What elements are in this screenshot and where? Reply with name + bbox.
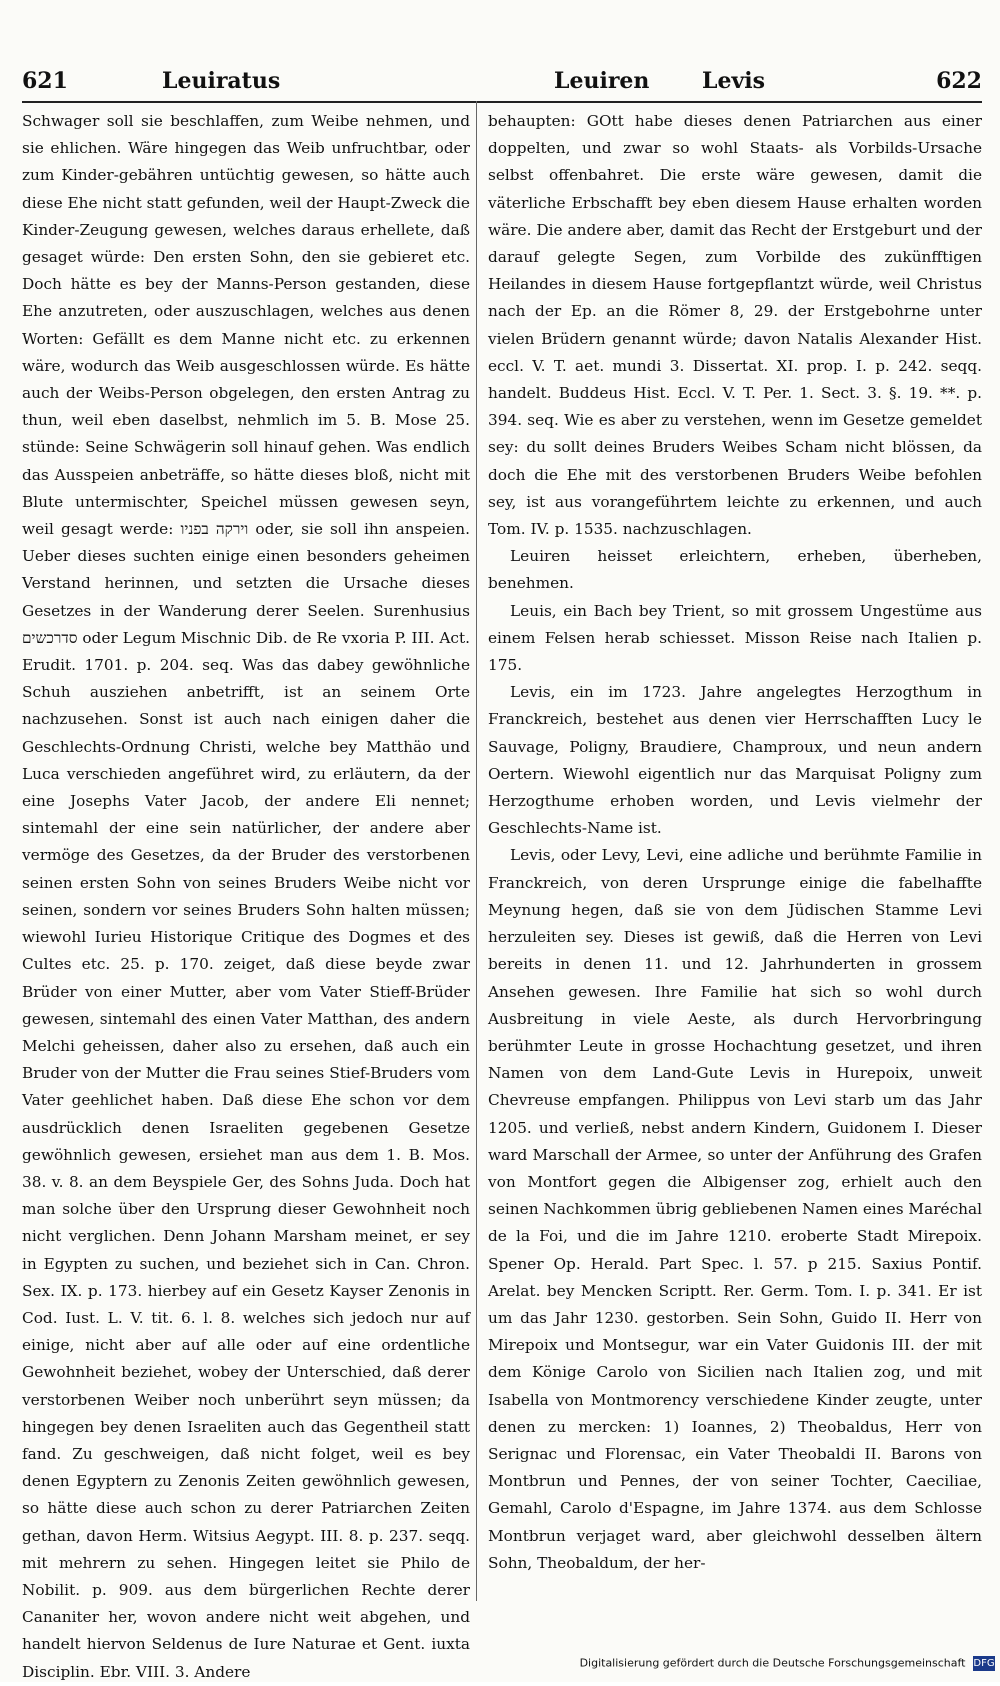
right-page-number: 622 [936,68,982,94]
left-running-title: Leuiratus [162,68,281,94]
running-header [22,68,982,102]
right-column [488,108,982,1608]
header-rule [22,101,982,103]
right-running-title-1: Leuiren [554,68,650,94]
footer-text: Digitalisierung gefördert durch die Deutsche Forschungsgemeinschaft [579,1656,966,1670]
column-divider [476,101,477,1601]
left-page-number: 621 [22,68,68,94]
entry-levis-duchy: Levis, ein im 1723. Jahre angelegtes Herzogthum in Franckreich, bestehet aus denen vier Herrschafften Lucy le Sauvage, Poligny, Braudiere, Champroux, und neun andern Oertern. Wiewohl eigentlich nur das Marquisat Poligny zum Herzogthume erhoben worden, und Levis vielmehr der Geschlechts-Name ist. [488,683,982,838]
left-paragraph: Schwager soll sie beschlaffen, zum Weibe nehmen, und sie ehlichen. Wäre hingegen das Weib unfruchtbar, oder zum Kinder-gebähren untüchtig gewesen, so hätte auch diese Ehe nicht statt gefunden, weil der Haupt-Zweck die Kinder-Zeugung gewesen, welches daraus erhellete, daß gesaget würde: Den ersten Sohn, den sie gebieret etc. Doch hätte es bey der Manns-Person gestanden, diese Ehe anzutreten, oder auszuschlagen, welches aus denen Worten: Gefällt es dem Manne nicht etc. zu erkennen wäre, wodurch das Weib ausgeschlossen würde. Es hätte auch der Weibs-Person obgelegen, den ersten Antrag zu thun, weil eben daselbst, nehmlich im 5. B. Mose 25. stünde: Seine Schwägerin soll hinauf gehen. Was endlich das Ausspeien anbeträffe, so hätte dieses bloß, nicht mit Blute untermischter, Speichel müssen gewesen seyn, weil gesagt werde: וירקה בפניו oder, sie soll ihn anspeien. Ueber dieses suchten einige einen besonders geheimen Verstand herinnen, und setzten die Ursache dieses Gesetzes in der Wanderung derer Seelen. Surenhusius סדרכשים oder Legum Mischnic Dib. de Re vxoria P. III. Act. Erudit. 1701. p. 204. seq. Was das dabey gewöhnliche Schuh ausziehen anbetrifft, ist an seinem Orte nachzusehen. Sonst ist auch nach einigen daher die Geschlechts-Ordnung Christi, welche bey Matthäo und Luca verschieden angeführet wird, zu erläutern, da der eine Josephs Vater Jacob, der andere Eli nennet; sintemahl der eine sein natürlicher, der andere aber vermöge des Gesetzes, da der Bruder des verstorbenen seinen ersten Sohn von seines Bruders Weibe nicht vor seinen, sondern vor seines Bruders Sohn halten müssen; wiewohl Iurieu Historique Critique des Dogmes et des Cultes etc. 25. p. 170. zeiget, daß diese beyde zwar Brüder von einer Mutter, aber vom Vater Stieff-Brüder gewesen, sintemahl des einen Vater Matthan, des andern Melchi geheissen, daher also zu ersehen, daß auch ein Bruder von der Mutter die Frau seines Stief-Bruders vom Vater geehlichet haben. Daß diese Ehe schon vor dem ausdrücklich denen Israeliten gegebenen Gesetze gewöhnlich gewesen, ersiehet man aus dem 1. B. Mos. 38. v. 8. an dem Beyspiele Ger, des Sohns Juda. Doch hat man solche über den Ursprung dieser Gewohnheit noch nicht verglichen. Denn Johann Marsham meinet, er sey in Egypten zu suchen, und beziehet sich in Can. Chron. Sex. IX. p. 173. hierbey auf ein Gesetz Kayser Zenonis in Cod. Iust. L. V. tit. 6. l. 8. welches sich jedoch nur auf einige, nicht aber auf alle oder auf eine ordentliche Gewohnheit beziehet, wobey der Unterschied, daß derer verstorbenen Weiber noch unberührt seyn müssen; da hingegen bey denen Israeliten auch das Gegentheil statt fand. Zu geschweigen, daß nicht folget, weil es bey denen Egyptern zu Zenonis Zeiten gewöhnlich gewesen, so hätte diese auch schon zu derer Patriarchen Zeiten gethan, davon Herm. Witsius Aegypt. III. 8. p. 237. seqq. mit mehrern zu sehen. Hingegen leitet sie Philo de Nobilit. p. 909. aus dem bürgerlichen Rechte derer Cananiter her, wovon andere nicht weit abgehen, und handelt hiervon Seldenus de Iure Naturae et Gent. iuxta Disciplin. Ebr. VIII. 3. Andere [22,112,470,1681]
entry-leuis: Leuis, ein Bach bey Trient, so mit grossem Ungestüme aus einem Felsen herab schiesset. Misson Reise nach Italien p. 175. [488,601,982,675]
entry-levis-family: Levis, oder Levy, Levi, eine adliche und berühmte Familie in Franckreich, von deren Ursprunge einige die fabelhaffte Meynung hegen, daß sie von dem Jüdischen Stamme Levi herzuleiten sey. Dieses ist gewiß, daß die Herren von Levi bereits in denen 11. und 12. Jahrhunderten in grossem Ansehen gewesen. Ihre Familie hat sich so wohl durch Ausbreitung in viele Aeste, als durch Hervorbringung berühmter Leute in grosse Hochachtung gesetzet, und ihren Namen von dem Land-Gute Levis in Hurepoix, unweit Chevreuse empfangen. Philippus von Levi starb um das Jahr 1205. und verließ, nebst andern Kindern, Guidonem I. Dieser ward Marschall der Armee, so unter der Anführung des Grafen von Montfort gegen die Albigenser zog, erhielt auch den seinen Nachkommen übrig gebliebenen Namen eines Maréchal de la Foi, und die im Jahre 1210. eroberte Stadt Mirepoix. Spener Op. Herald. Part Spec. l. 57. p 215. Saxius Pontif. Arelat. bey Mencken Scriptt. Rer. Germ. Tom. I. p. 341. Er ist um das Jahr 1230. gestorben. Sein Sohn, Guido II. Herr von Mirepoix und Montsegur, war ein Vater Guidonis III. der mit dem Könige Carolo von Sicilien nach Italien zog, und mit Isabella von Montmorency verschiedene Kinder zeugte, unter denen zu mercken: 1) Ioannes, 2) Theobaldus, Herr von Serignac und Florensac, ein Vater Theobaldi II. Barons von Montbrun und Pennes, der von seiner Tochter, Caeciliae, Gemahl, Carolo d'Espagne, im Jahre 1374. aus dem Schlosse Montbrun verjaget ward, aber gleichwohl desselben ältern Sohn, Theobaldum, der her- [488,846,982,1572]
entry-leuiren: Leuiren heisset erleichtern, erheben, überheben, benehmen. [488,547,982,593]
dfg-logo: DFG [973,1658,995,1669]
digitization-footer [20,1656,995,1676]
left-column [22,108,470,1681]
right-running-title-2: Levis [702,68,765,94]
right-paragraph: behaupten: GOtt habe dieses denen Patriarchen aus einer doppelten, und zwar so wohl Staats- als Vorbilds-Ursache selbst offenbahret. Die erste wäre gewesen, damit die väterliche Erbschafft bey eben diesem Hause erhalten worden wäre. Die andere aber, damit das Recht der Erstgeburt und der darauf gelegte Segen, zum Vorbilde des zukünfftigen Heilandes in diesem Hause fortgepflantzt würde, weil Christus nach der Ep. an die Römer 8, 29. der Erstgebohrne unter vielen Brüdern genannt würde; davon Natalis Alexander Hist. eccl. V. T. aet. mundi 3. Dissertat. XI. prop. I. p. 242. seqq. handelt. Buddeus Hist. Eccl. V. T. Per. 1. Sect. 3. §. 19. **. p. 394. seq. Wie es aber zu verstehen, wenn im Gesetze gemeldet sey: du sollt deines Bruders Weibes Scham nicht blössen, da doch die Ehe mit des verstorbenen Bruders Weibe befohlen sey, ist aus vorangeführtem leichte zu erkennen, und auch Tom. IV. p. 1535. nachzuschlagen. [488,112,982,539]
